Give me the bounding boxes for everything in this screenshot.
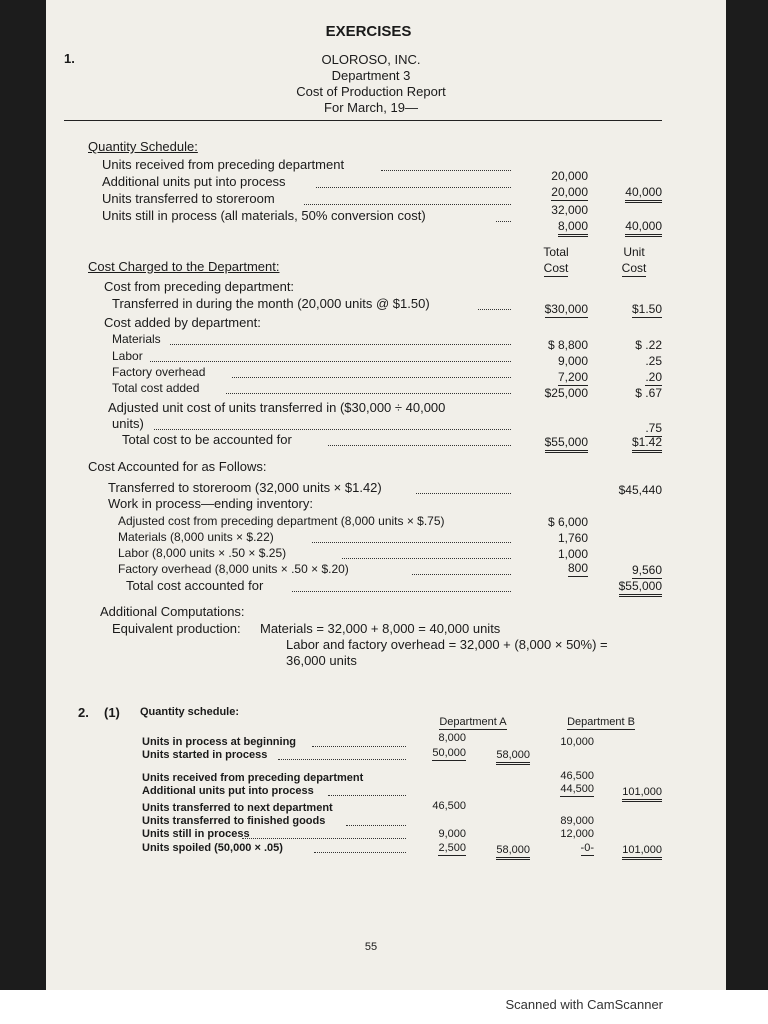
qs2-dept-b-value: 44,500 [560, 783, 594, 795]
transferred-storeroom-value: $45,440 [618, 483, 662, 497]
transferred-in-label: Transferred in during the month (20,000 units @ $1.50) [112, 296, 430, 311]
qs2-dept-b-total: 101,000 [606, 845, 662, 856]
qs-row-value: 8,000 [516, 220, 588, 232]
qs2-row-label: Units in process at beginning [142, 736, 297, 748]
equiv-production-label: Equivalent production: [112, 621, 241, 636]
qs2-dept-b-value: 89,000 [560, 815, 594, 827]
qs-row-value: 20,000 [551, 169, 588, 183]
qs2-dept-a-value: 2,500 [438, 842, 466, 854]
accounted-for-heading: Cost Accounted for as Follows: [88, 459, 267, 474]
qs2-dept-b-value: 12,000 [560, 828, 594, 840]
qs2-row-label: Units transferred to finished goods [142, 815, 326, 827]
leader-dots [312, 746, 406, 747]
leader-dots [314, 852, 406, 853]
preceding-heading: Cost from preceding department: [104, 279, 295, 294]
company-name: OLOROSO, INC. [321, 52, 421, 67]
adjusted-unit: .75 [645, 421, 662, 435]
total-accounted-label: Total cost accounted for [126, 578, 264, 593]
leader-dots [416, 493, 511, 494]
qs-row-label: Units still in process (all materials, 50% conversion cost) [102, 208, 426, 223]
col-total-cost-line2: Cost [543, 261, 569, 275]
qs2-dept-a-total: 58,000 [484, 845, 530, 856]
leader-dots [278, 759, 406, 760]
col-unit-cost-line1: Unit [623, 245, 645, 259]
document-page [46, 0, 726, 990]
exercise-2-part: (1) [104, 705, 120, 720]
cost-charged-heading: Cost Charged to the Department: [88, 259, 280, 274]
transferred-in-unit: $1.50 [631, 302, 662, 316]
header-rule [64, 120, 662, 121]
quantity-schedule-2-heading: Quantity schedule: [140, 706, 240, 718]
equiv-labor-line1: Labor and factory overhead = 32,000 + (8,000 × 50%) = [286, 637, 608, 652]
qs-row-label: Units transferred to storeroom [102, 191, 275, 206]
wip-labor-label: Labor (8,000 units × .50 × $.25) [118, 546, 287, 560]
qs-row-total: 40,000 [591, 186, 662, 198]
overhead-total: 7,200 [557, 370, 588, 384]
adj-cost-value: $ 6,000 [547, 515, 588, 529]
labor-label: Labor [112, 349, 143, 363]
total-added-total: $25,000 [544, 386, 588, 400]
leader-dots [346, 825, 406, 826]
qs2-dept-a-value: 46,500 [432, 800, 466, 812]
materials-unit: $ .22 [635, 338, 662, 352]
qs-row-label: Additional units put into process [102, 174, 286, 189]
adjusted-line2: units) [112, 416, 144, 431]
qs2-dept-a-value: 9,000 [438, 828, 466, 840]
additional-heading: Additional Computations: [100, 604, 245, 619]
overhead-unit: .20 [645, 370, 662, 384]
leader-dots [496, 221, 511, 222]
materials-label: Materials [112, 332, 161, 346]
leader-dots [304, 204, 511, 205]
wip-materials-label: Materials (8,000 units × $.22) [118, 530, 274, 544]
overhead-label: Factory overhead [112, 365, 206, 379]
leader-dots [226, 393, 511, 394]
col-total-cost-line1: Total [543, 245, 569, 259]
wip-labor-value: 1,000 [557, 547, 588, 561]
to-be-accounted-unit: $1.42 [591, 436, 662, 448]
qs2-row-label: Units still in process [142, 828, 250, 840]
report-title: Cost of Production Report [296, 84, 446, 99]
qs2-dept-a-value: 50,000 [432, 747, 466, 759]
labor-total: 9,000 [557, 354, 588, 368]
qs2-row-label: Units spoiled (50,000 × .05) [142, 842, 283, 854]
leader-dots [328, 795, 406, 796]
dept-a-header: Department A [439, 716, 507, 728]
qs-row-label: Units received from preceding department [102, 157, 345, 172]
page-number: 55 [364, 941, 378, 953]
labor-unit: .25 [645, 354, 662, 368]
col-unit-cost-line2: Cost [621, 261, 647, 275]
leader-dots [478, 309, 511, 310]
report-period: For March, 19— [324, 100, 418, 115]
leader-dots [342, 558, 511, 559]
dept-b-header: Department B [567, 716, 635, 728]
leader-dots [412, 574, 511, 575]
leader-dots [316, 187, 511, 188]
qs2-row-label: Additional units put into process [142, 785, 314, 797]
qs2-dept-b-value: 46,500 [560, 770, 594, 782]
leader-dots [242, 838, 406, 839]
qs2-dept-b-value: -0- [580, 842, 594, 854]
qs-row-total: 40,000 [591, 220, 662, 232]
department-name: Department 3 [331, 68, 411, 83]
exercise-2-number: 2. [78, 705, 89, 720]
materials-total: $ 8,800 [547, 338, 588, 352]
page-title: EXERCISES [325, 23, 412, 40]
transferred-storeroom-label: Transferred to storeroom (32,000 units × $1.42) [108, 480, 382, 495]
qs2-dept-a-total: 58,000 [484, 750, 530, 761]
qs2-row-label: Units transferred to next department [142, 802, 333, 814]
qs-row-value: 20,000 [551, 185, 588, 199]
total-added-unit: $ .67 [635, 386, 662, 400]
qs2-row-label: Units started in process [142, 749, 268, 761]
qs2-dept-a-value: 8,000 [438, 732, 466, 744]
leader-dots [170, 344, 511, 345]
equiv-materials: Materials = 32,000 + 8,000 = 40,000 units [260, 621, 501, 636]
leader-dots [150, 361, 511, 362]
adjusted-line1: Adjusted unit cost of units transferred in ($30,000 ÷ 40,000 [108, 400, 446, 415]
wip-overhead-value: 800 [567, 561, 588, 575]
adj-cost-label: Adjusted cost from preceding department (8,000 units × $.75) [118, 514, 445, 528]
equiv-labor-line2: 36,000 units [286, 653, 357, 668]
qs-row-value: 32,000 [551, 203, 588, 217]
total-accounted-value: $55,000 [591, 580, 662, 592]
qs2-row-label: Units received from preceding department [142, 772, 364, 784]
wip-heading: Work in process—ending inventory: [108, 496, 313, 511]
wip-materials-value: 1,760 [557, 531, 588, 545]
wip-overhead-label: Factory overhead (8,000 units × .50 × $.20) [118, 562, 349, 576]
to-be-accounted-label: Total cost to be accounted for [122, 432, 292, 447]
scanner-watermark: Scanned with CamScanner [505, 997, 663, 1012]
total-added-label: Total cost added [112, 381, 200, 395]
wip-total-value: 9,560 [631, 563, 662, 577]
leader-dots [328, 445, 511, 446]
scanner-footer [0, 990, 768, 1024]
leader-dots [154, 429, 511, 430]
exercise-1-number: 1. [64, 51, 75, 66]
leader-dots [292, 591, 511, 592]
transferred-in-total: $30,000 [544, 302, 588, 316]
leader-dots [312, 542, 511, 543]
leader-dots [232, 377, 511, 378]
added-heading: Cost added by department: [104, 315, 261, 330]
leader-dots [381, 170, 511, 171]
qs2-dept-b-value: 10,000 [560, 736, 594, 748]
qs2-dept-b-total: 101,000 [606, 787, 662, 798]
quantity-schedule-heading: Quantity Schedule: [88, 139, 198, 154]
to-be-accounted-total: $55,000 [516, 436, 588, 448]
